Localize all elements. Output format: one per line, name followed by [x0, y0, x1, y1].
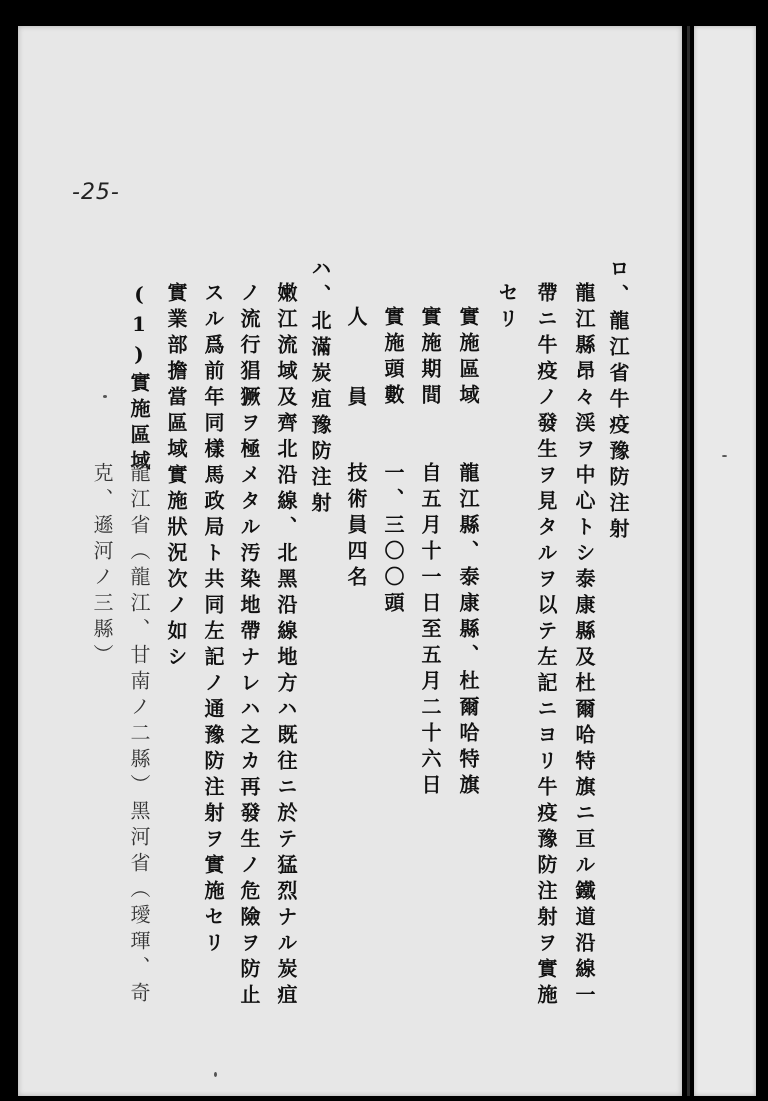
field-value-heads: 一、三〇〇頭	[381, 462, 405, 618]
field-value-staff: 技術員四名	[344, 462, 368, 592]
field-label-staff-2: 員	[344, 386, 368, 412]
field-label-staff-1: 人	[344, 306, 368, 332]
page-number: -25-	[72, 180, 120, 205]
field-label-heads: 實施頭數	[381, 306, 405, 410]
field-label-period: 實施期間	[418, 306, 442, 410]
text-column-7: 實業部擔當區域實施狀況次ノ如シ	[164, 282, 188, 672]
adjacent-page	[694, 26, 756, 1096]
text-column-9: 克、遜河ノ三縣）	[90, 462, 114, 670]
text-column-6: スル爲前年同樣馬政局ト共同左記ノ通豫防注射ヲ實施セリ	[201, 282, 225, 958]
text-column-5: ノ流行猖獗ヲ極メタル汚染地帶ナレハ之カ再發生ノ危險ヲ防止	[237, 282, 261, 1010]
text-column-3: セリ	[495, 282, 519, 334]
ink-speck	[722, 455, 727, 457]
section-heading-ro: ロ、龍江省牛疫豫防注射	[606, 258, 630, 544]
field-label-area: 實施區域	[456, 306, 480, 410]
field-value-area: 龍江縣、泰康縣、杜爾哈特旗	[456, 462, 480, 800]
text-column-1: 龍江縣昂々渓ヲ中心トシ泰康縣及杜爾哈特旗ニ亘ル鐵道沿線一	[572, 282, 596, 1010]
text-column-4: 嫩江流域及齊北沿線、北黑沿線地方ハ既往ニ於テ猛烈ナル炭疽	[274, 282, 298, 1010]
subsection-heading-1: (1)實施區域	[127, 282, 151, 476]
text-column-8: 龍江省（龍江、甘南ノ二縣）黑河省（璦琿、奇	[127, 462, 151, 1008]
ink-speck	[214, 1072, 217, 1077]
section-heading-ha: ハ、北滿炭疽豫防注射	[308, 258, 332, 518]
page-gutter	[687, 26, 690, 1096]
field-value-period: 自五月十一日至五月二十六日	[418, 462, 442, 800]
ink-speck	[103, 395, 107, 398]
text-column-2: 帶ニ牛疫ノ發生ヲ見タルヲ以テ左記ニヨリ牛疫豫防注射ヲ實施	[534, 282, 558, 1010]
